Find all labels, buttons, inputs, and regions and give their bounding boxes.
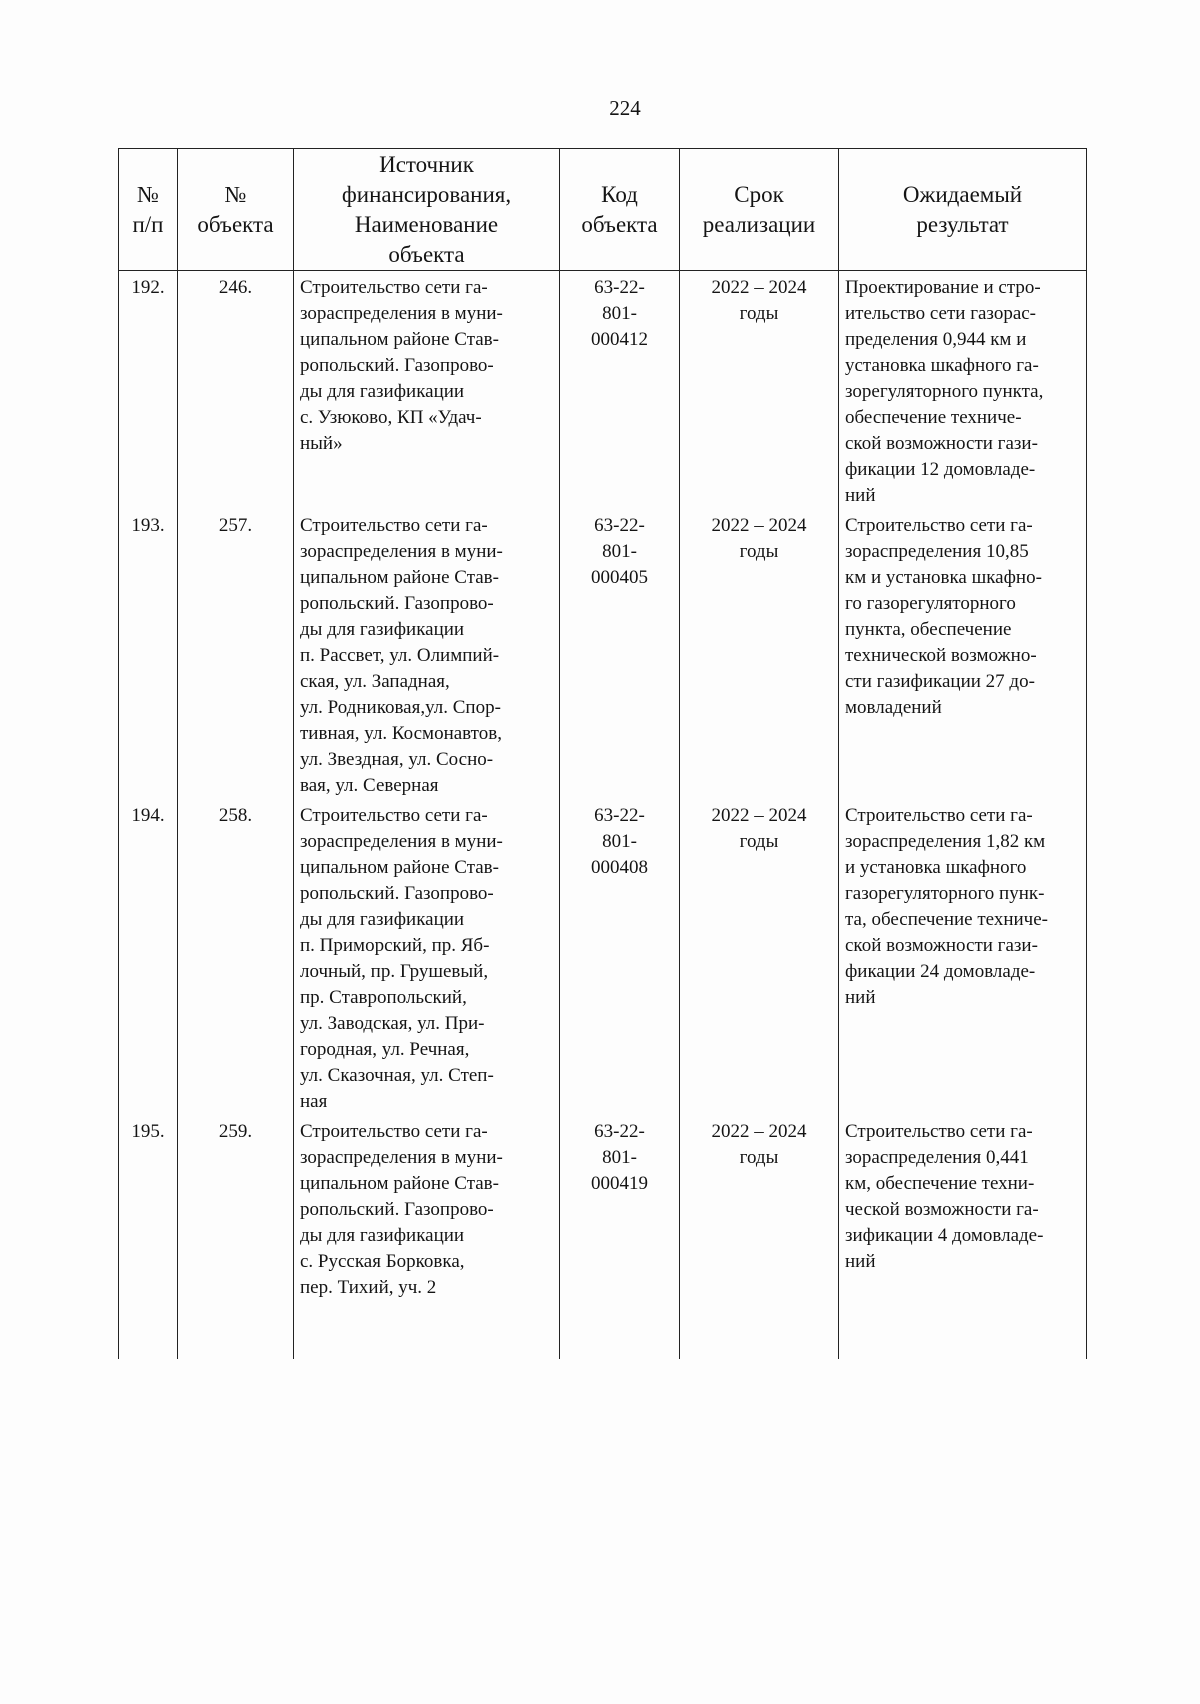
table-row — [119, 799, 1087, 1115]
cell-expected-result: Проектирование и стро- ительство сети газорас- пределения 0,944 км и установка шкафного га- зорегуляторного пункта, обеспечение техниче- ской возможности гази- фикации 12 домовладе- ний — [839, 271, 1087, 510]
page-number: 224 — [609, 96, 641, 120]
cell-expected-result: Строительство сети га- зораспределения 0,441 км, обеспечение техни- ческой возможности га- зификации 4 домовладе- ний — [839, 1115, 1087, 1359]
header-row — [119, 149, 1087, 271]
cell-term: 2022 – 2024 годы — [680, 509, 839, 799]
cell-term: 2022 – 2024 годы — [680, 271, 839, 510]
header-term: Срок реализации — [680, 149, 839, 271]
cell-expected-result: Строительство сети га- зораспределения 1,82 км и установка шкафного газорегуляторного пунк- та, обеспечение техниче- ской возможности гази- фикации 24 домовладе- ний — [839, 799, 1087, 1115]
header-object-number: № объекта — [178, 149, 294, 271]
objects-table-container — [118, 148, 1087, 1359]
table-body — [119, 271, 1087, 1360]
header-object-code: Код объекта — [560, 149, 680, 271]
cell-object-code: 63-22- 801- 000405 — [560, 509, 680, 799]
header-expected-result: Ожидаемый результат — [839, 149, 1087, 271]
table-row — [119, 1115, 1087, 1359]
table-row — [119, 271, 1087, 510]
cell-term: 2022 – 2024 годы — [680, 799, 839, 1115]
objects-table — [118, 148, 1087, 1359]
cell-pp: 194. — [119, 799, 178, 1115]
header-pp: № п/п — [119, 149, 178, 271]
table-row — [119, 509, 1087, 799]
cell-object-number: 246. — [178, 271, 294, 510]
header-funding-source: Источник финансирования, Наименование объекта — [294, 149, 560, 271]
cell-term: 2022 – 2024 годы — [680, 1115, 839, 1359]
cell-pp: 195. — [119, 1115, 178, 1359]
cell-pp: 192. — [119, 271, 178, 510]
cell-object-name: Строительство сети га- зораспределения в муни- ципальном районе Став- ропольский. Газопрово- ды для газификации с. Русская Борковка, пер. Тихий, уч. 2 — [294, 1115, 560, 1359]
cell-object-number: 258. — [178, 799, 294, 1115]
cell-object-number: 257. — [178, 509, 294, 799]
cell-object-number: 259. — [178, 1115, 294, 1359]
cell-expected-result: Строительство сети га- зораспределения 10,85 км и установка шкафно- го газорегуляторного пункта, обеспечение технической возможно- сти газификации 27 до- мовладений — [839, 509, 1087, 799]
cell-object-code: 63-22- 801- 000412 — [560, 271, 680, 510]
cell-object-name: Строительство сети га- зораспределения в муни- ципальном районе Став- ропольский. Газопрово- ды для газификации с. Узюково, КП «Удач- ный» — [294, 271, 560, 510]
cell-pp: 193. — [119, 509, 178, 799]
cell-object-code: 63-22- 801- 000419 — [560, 1115, 680, 1359]
cell-object-name: Строительство сети га- зораспределения в муни- ципальном районе Став- ропольский. Газопрово- ды для газификации п. Приморский, пр. Яб- лочный, пр. Грушевый, пр. Ставропольский, ул. Заводская, ул. При- городная, ул. Речная, ул. Сказочная, ул. Степ- ная — [294, 799, 560, 1115]
cell-object-code: 63-22- 801- 000408 — [560, 799, 680, 1115]
cell-object-name: Строительство сети га- зораспределения в муни- ципальном районе Став- ропольский. Газопрово- ды для газификации п. Рассвет, ул. Олимпий- ская, ул. Западная, ул. Родниковая,ул. Спор- тивная, ул. Космонавтов, ул. Звездная, ул. Сосно- вая, ул. Северная — [294, 509, 560, 799]
table-header — [119, 149, 1087, 271]
